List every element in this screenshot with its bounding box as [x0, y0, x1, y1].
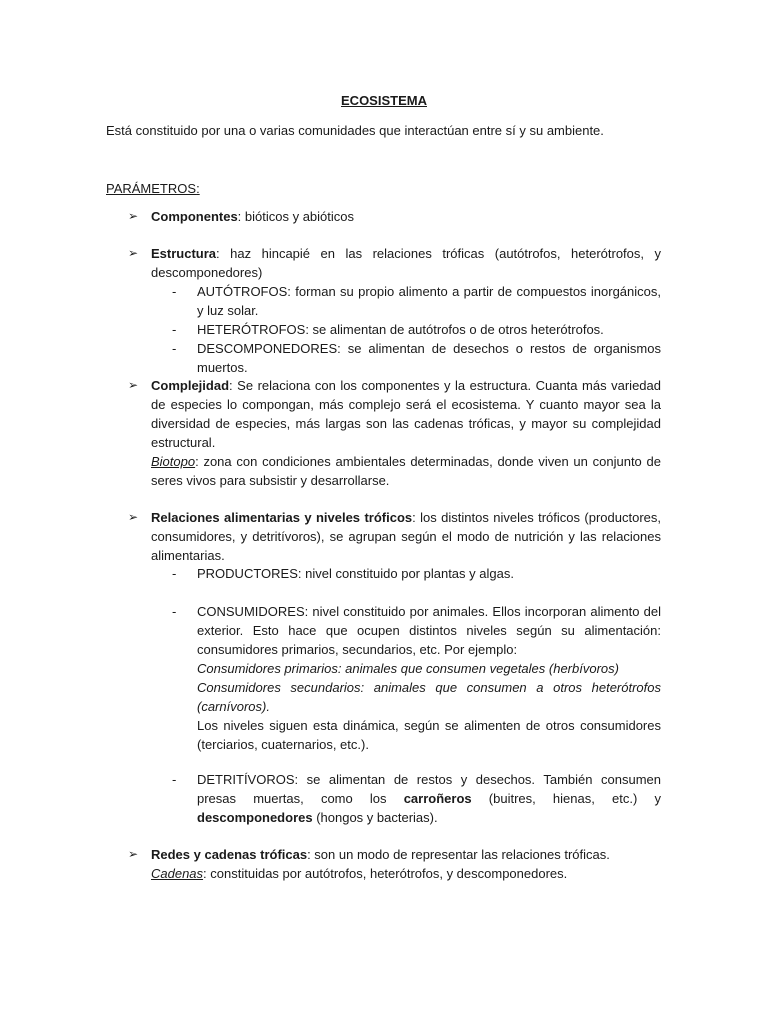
biotopo-text: : zona con condiciones ambientales determinadas, donde viven un conjunto de seres vivos para subsistir y desarrollarse.	[151, 454, 661, 488]
redes-term: Redes y cadenas tróficas	[151, 847, 308, 862]
dash-bullet-icon: -	[172, 284, 177, 299]
section-estructura	[128, 244, 661, 282]
cadenas-term: Cadenas	[151, 866, 204, 881]
list-item-text: AUTÓTROFOS: forman su propio alimento a partir de compuestos inorgánicos, y luz solar.	[197, 284, 661, 318]
consumidores-secundarios: Consumidores secundarios: animales que consumen a otros heterótrofos (carnívoros).	[197, 680, 661, 714]
list-item-text: PRODUCTORES: nivel constituido por plantas y algas.	[197, 566, 514, 581]
section-relaciones	[128, 508, 661, 565]
relaciones-text: : los distintos niveles tróficos (productores, consumidores, y detritívoros), se agrupan según el modo de nutrición y las relaciones alimentarias.	[151, 510, 661, 563]
section-componentes	[128, 207, 661, 226]
complejidad-text: : Se relaciona con los componentes y la estructura. Cuanta más variedad de especies lo compongan, más complejo será el ecosistema. Y cuanto mayor sea la diversidad de especies, más largas son las cadenas tróficas, y mayor su complejidad estructural.	[151, 378, 661, 450]
dash-bullet-icon: -	[172, 604, 177, 619]
relaciones-term: Relaciones alimentarias y niveles tróficos	[151, 510, 413, 525]
estructura-term: Estructura	[151, 246, 217, 261]
estructura-item-heterotrofos	[172, 320, 661, 339]
descomponedores-term: descomponedores	[197, 810, 313, 825]
page-title: ECOSISTEMA	[341, 93, 427, 108]
dash-bullet-icon: -	[172, 772, 177, 787]
detritivoros-text-a: DETRITÍVOROS: se alimentan de restos y desechos. También consumen presas muertas, como los	[197, 772, 661, 806]
dash-bullet-icon: -	[172, 341, 177, 356]
arrow-bullet-icon: ➢	[128, 209, 139, 223]
list-item-text: DESCOMPONEDORES: se alimentan de desechos o restos de organismos muertos.	[197, 341, 661, 375]
intro-paragraph: Está constituido por una o varias comunidades que interactúan entre sí y su ambiente.	[106, 123, 604, 138]
section-redes	[128, 845, 661, 883]
relaciones-item-consumidores	[172, 602, 661, 754]
arrow-bullet-icon: ➢	[128, 847, 139, 861]
section-complejidad	[128, 376, 661, 490]
arrow-bullet-icon: ➢	[128, 510, 139, 524]
complejidad-term: Complejidad	[151, 378, 230, 393]
componentes-text: : bióticos y abióticos	[237, 209, 355, 224]
dash-bullet-icon: -	[172, 566, 177, 581]
redes-text: : son un modo de representar las relaciones tróficas.	[307, 847, 610, 862]
relaciones-item-detritivoros	[172, 770, 661, 827]
detritivoros-text-c: (hongos y bacterias).	[312, 810, 438, 825]
dash-bullet-icon: -	[172, 322, 177, 337]
list-item-text: HETERÓTROFOS: se alimentan de autótrofos o de otros heterótrofos.	[197, 322, 604, 337]
detritivoros-text-b: (buitres, hienas, etc.) y	[471, 791, 661, 806]
consumidores-primarios: Consumidores primarios: animales que consumen vegetales (herbívoros)	[197, 661, 619, 676]
cadenas-text: : constituidas por autótrofos, heterótrofos, y descomponedores.	[203, 866, 568, 881]
componentes-term: Componentes	[151, 209, 238, 224]
parametros-label: PARÁMETROS	[106, 181, 197, 196]
consumidores-niveles: Los niveles siguen esta dinámica, según se alimenten de otros consumidores (terciarios, cuaternarios, etc.).	[197, 718, 661, 752]
carroneros-term: carroñeros	[403, 791, 472, 806]
estructura-item-descomponedores	[172, 339, 661, 377]
arrow-bullet-icon: ➢	[128, 246, 139, 260]
consumidores-text: CONSUMIDORES: nivel constituido por animales. Ellos incorporan alimento del exterior. Esto hace que ocupen distintos niveles según su alimentación: consumidores primarios, secundarios, etc. Por ejemplo:	[197, 604, 661, 657]
arrow-bullet-icon: ➢	[128, 378, 139, 392]
estructura-item-autotrofos	[172, 282, 661, 320]
biotopo-term: Biotopo	[151, 454, 196, 469]
parametros-heading	[106, 179, 200, 198]
estructura-text: : haz hincapié en las relaciones tróficas (autótrofos, heterótrofos, y descomponedores)	[151, 246, 661, 280]
relaciones-item-productores	[172, 564, 661, 583]
parametros-colon: :	[196, 181, 200, 196]
